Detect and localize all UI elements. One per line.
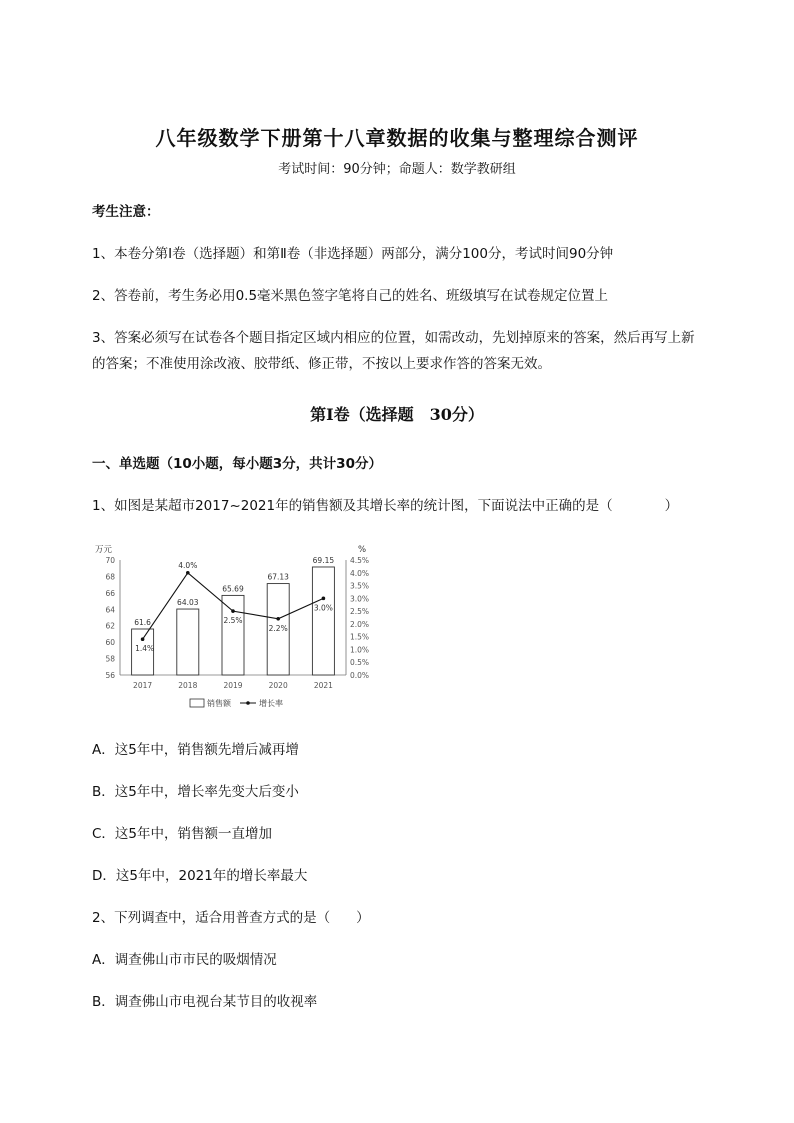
bar-data-label: 69.15: [312, 555, 335, 565]
legend-bar-swatch: [190, 699, 204, 707]
bar-data-label: 67.13: [267, 572, 289, 582]
line-data-label: 3.0%: [313, 603, 333, 613]
bar: [222, 595, 244, 675]
y-tick-label: 66: [105, 588, 115, 598]
exam-subtitle: 考试时间：90分钟；命题人：数学教研组: [278, 162, 516, 177]
line-data-label: 2.2%: [268, 623, 288, 633]
question-1-text: 1、如图是某超市2017~2021年的销售额及其增长率的统计图，下面说法中正确的是（: [92, 498, 613, 514]
question-2-option-b: B．调查佛山市电视台某节目的收视率: [92, 994, 318, 1010]
x-tick-label: 2018: [178, 681, 198, 690]
legend-line-label: 增长率: [259, 699, 283, 708]
y2-tick-label: 3.0%: [350, 594, 370, 604]
sales-chart: [92, 540, 382, 715]
y2-tick-label: 4.0%: [350, 568, 370, 578]
y2-axis-unit-label: %: [358, 545, 367, 555]
bar-data-label: 64.03: [177, 598, 199, 608]
question-2-bracket: ）: [356, 910, 370, 926]
y-axis-unit-label: 万元: [95, 545, 113, 555]
question-2-option-a: A．调查佛山市市民的吸烟情况: [92, 952, 277, 968]
growth-rate-point: [276, 617, 280, 621]
page-title: 八年级数学下册第十八章数据的收集与整理综合测评: [155, 126, 639, 150]
x-tick-label: 2017: [133, 681, 153, 690]
y2-tick-label: 2.0%: [350, 619, 370, 629]
bar-data-label: 65.69: [222, 584, 244, 594]
question-1-option-d: D．这5年中，2021年的增长率最大: [92, 868, 308, 884]
sales-growth-chart-svg: [92, 540, 382, 715]
y2-tick-label: 0.0%: [350, 671, 370, 680]
line-data-label: 1.4%: [135, 644, 155, 654]
y2-tick-label: 1.5%: [350, 632, 370, 642]
growth-rate-point: [322, 597, 326, 601]
legend-bar-label: 销售额: [207, 699, 231, 708]
notice-item-2: 2、答卷前，考生务必用0.5毫米黑色签字笔将自己的姓名、班级填写在试卷规定位置上: [92, 288, 609, 304]
part-heading: 一、单选题（10小题，每小题3分，共计30分）: [92, 456, 382, 472]
question-1-option-b: B．这5年中，增长率先变大后变小: [92, 784, 299, 800]
growth-rate-point: [231, 609, 235, 613]
y2-tick-label: 1.0%: [350, 645, 370, 655]
growth-rate-point: [141, 637, 145, 641]
y2-tick-label: 0.5%: [350, 658, 370, 668]
bar-data-label: 61.6: [134, 618, 151, 627]
notice-item-1: 1、本卷分第Ⅰ卷（选择题）和第Ⅱ卷（非选择题）两部分，满分100分，考试时间90分钟: [92, 246, 614, 262]
y-tick-label: 62: [105, 621, 115, 631]
x-tick-label: 2021: [313, 681, 333, 690]
y-tick-label: 64: [105, 605, 115, 615]
y2-tick-label: 2.5%: [350, 607, 370, 617]
section-title: 第Ⅰ卷（选择题 30分）: [310, 405, 484, 424]
question-1-stem: [92, 494, 678, 514]
x-tick-label: 2019: [223, 681, 243, 690]
question-2-text: 2、下列调查中，适合用普查方式的是（: [92, 910, 331, 926]
x-tick-label: 2020: [268, 681, 288, 690]
y2-tick-label: 3.5%: [350, 581, 370, 591]
y-tick-label: 58: [105, 654, 115, 664]
line-data-label: 4.0%: [178, 560, 198, 570]
question-1-option-a: A．这5年中，销售额先增后减再增: [92, 742, 299, 758]
legend-line-marker: [246, 701, 250, 705]
question-1-bracket: ）: [664, 498, 679, 514]
y-tick-label: 70: [105, 556, 115, 565]
question-1-option-c: C．这5年中，销售额一直增加: [92, 826, 273, 842]
bar: [312, 567, 334, 675]
y-tick-label: 68: [105, 572, 115, 582]
y-tick-label: 56: [105, 671, 115, 680]
notice-item-3-cont: 的答案；不准使用涂改液、胶带纸、修正带，不按以上要求作答的答案无效。: [92, 356, 551, 372]
bar: [177, 609, 199, 675]
y2-tick-label: 4.5%: [350, 556, 370, 565]
line-data-label: 2.5%: [223, 616, 243, 626]
growth-rate-point: [186, 571, 190, 575]
y-tick-label: 60: [105, 638, 115, 648]
notice-item-3: 3、答案必须写在试卷各个题目指定区域内相应的位置，如需改动，先划掉原来的答案，然后再写上新: [92, 330, 695, 346]
notice-heading: 考生注意：: [92, 204, 160, 220]
question-2-stem: [92, 906, 370, 926]
